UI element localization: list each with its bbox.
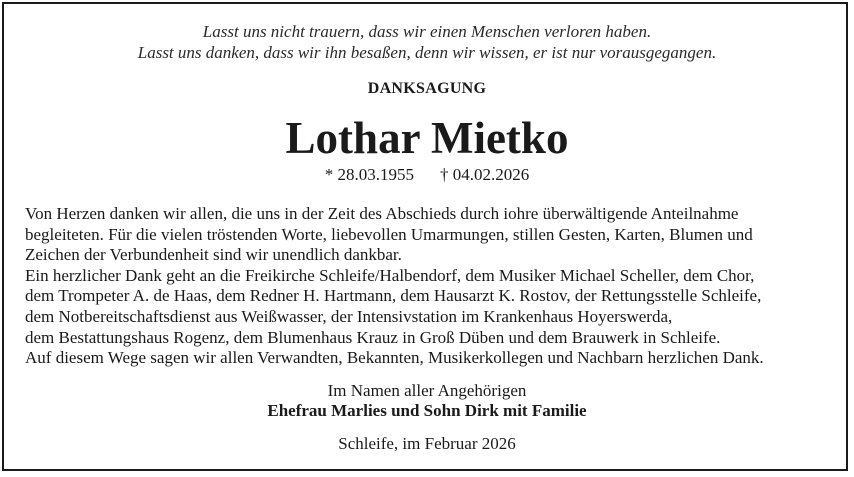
life-dates: [0, 164, 854, 185]
motto-line-1: Lasst uns nicht trauern, dass wir einen Menschen verloren haben.: [202, 22, 652, 41]
place-and-date: Schleife, im Februar 2026: [338, 434, 516, 453]
thanks-paragraph-1: [25, 204, 837, 266]
text-line: Ein herzlicher Dank geht an die Freikirche Schleife/Halbendorf, dem Musiker Michael Scheller, dem Chor,: [25, 265, 755, 285]
text-line: Zeichen der Verbundenheit sind wir unendlich dankbar.: [25, 245, 402, 265]
thanks-paragraph-3: [25, 348, 837, 369]
signature-intro: Im Namen aller Angehörigen: [327, 381, 527, 400]
text-line: Auf diesem Wege sagen wir allen Verwandten, Bekannten, Musikerkollegen und Nachbarn herzlichen Dank.: [25, 348, 764, 368]
text-line: Von Herzen danken wir allen, die uns in der Zeit des Abschieds durch iohre überwältigende Anteilnahme: [25, 204, 739, 223]
text-line: dem Trompeter A. de Haas, dem Redner H. Hartmann, dem Hausarzt K. Rostov, der Rettungsstelle Schleife,: [25, 286, 762, 306]
motto-line-2: Lasst uns danken, dass wir ihn besaßen, denn wir wissen, er ist nur vorausgegangen.: [137, 43, 717, 62]
text-line: dem Bestattungshaus Rogenz, dem Blumenhaus Krauz in Groß Düben und dem Brauwerk in Schleife.: [25, 327, 721, 347]
birth-date: * 28.03.1955: [324, 165, 414, 184]
signature-family: Ehefrau Marlies und Sohn Dirk mit Familie: [267, 401, 587, 420]
notice-heading: DANKSAGUNG: [367, 80, 487, 97]
thanks-paragraph-2: [25, 266, 837, 348]
text-line: begleiteten. Für die vielen tröstenden Worte, liebevollen Umarmungen, stillen Gesten, Karten, Blumen und: [25, 224, 753, 244]
deceased-name: Lothar Mietko: [285, 113, 569, 163]
text-line: dem Notbereitschaftsdienst aus Weißwasser, der Intensivstation im Krankenhaus Hoyerswerda,: [25, 306, 673, 326]
death-date: † 04.02.2026: [440, 165, 530, 184]
